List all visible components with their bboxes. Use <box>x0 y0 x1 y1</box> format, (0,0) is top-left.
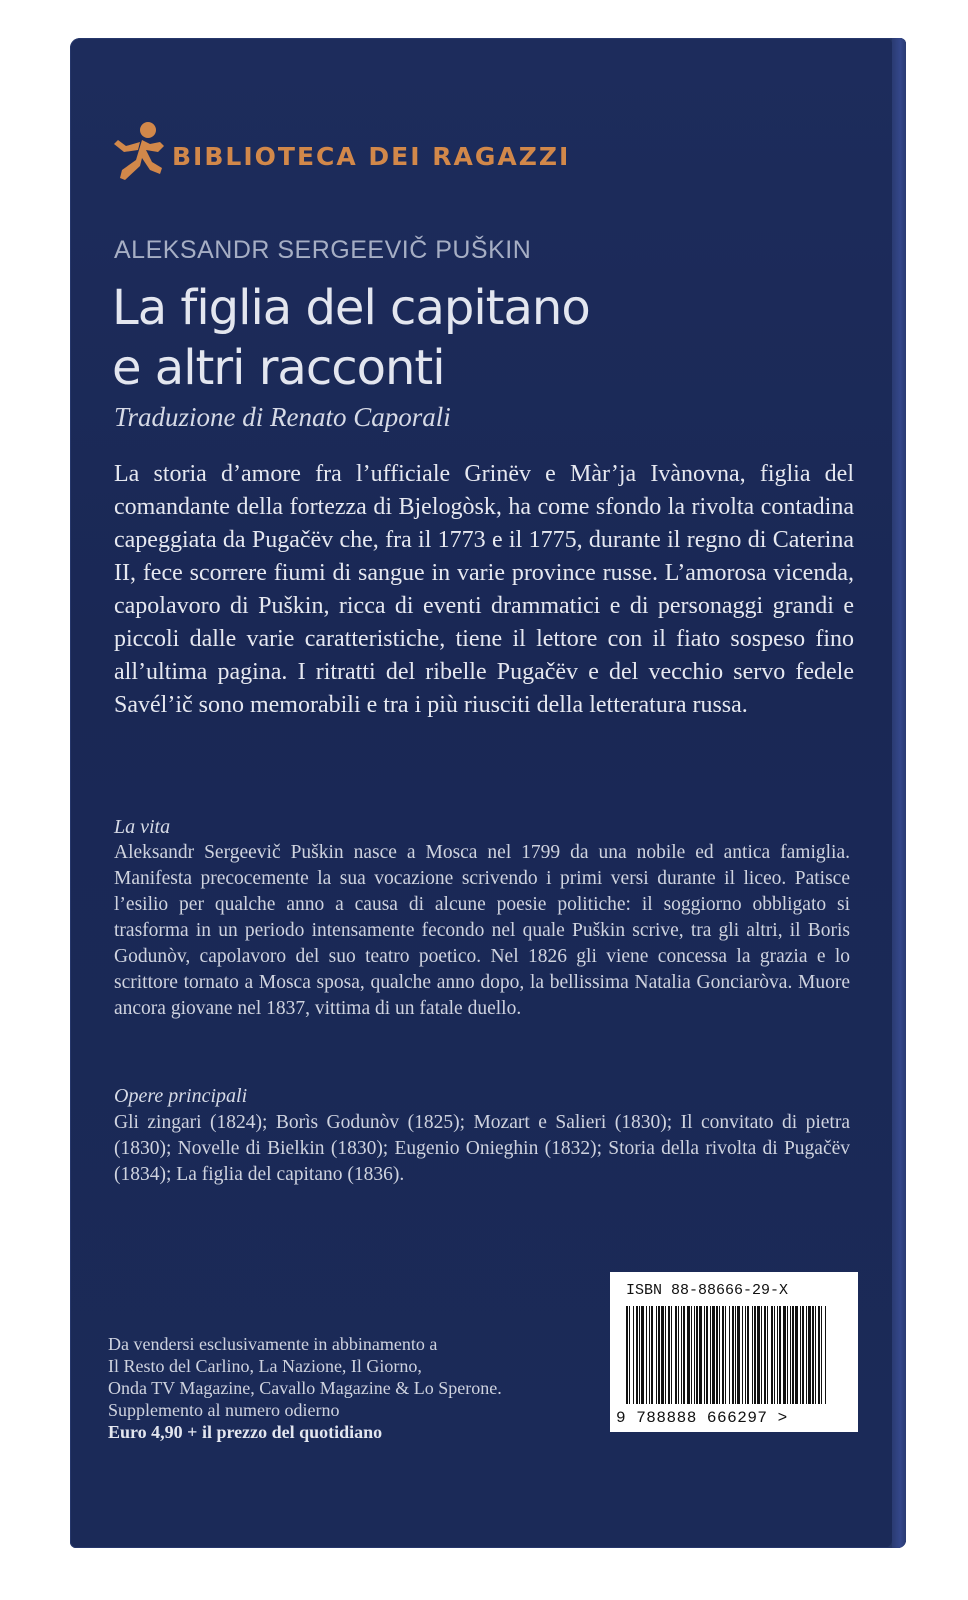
barcode-bar <box>639 1306 640 1404</box>
barcode-bar <box>821 1306 822 1404</box>
barcode-bar <box>712 1306 715 1404</box>
cover-edge <box>892 38 906 1548</box>
barcode-bar <box>716 1306 718 1404</box>
barcode-bar <box>777 1306 778 1404</box>
vita-paragraph: Aleksandr Sergeevič Puškin nasce a Mosca nel 1799 da una nobile ed antica famiglia. Manifesta precocemente la sua vocazione scrivendo i primi versi durante il liceo. Patisce l’esilio per qualche anno a causa di alcune poesie politiche: il soggiorno obbligato si trasforma in un periodo intensamente fecondo nel quale Puškin scrive, tra gli altri, il Boris Godunòv, capolavoro del suo teatro poetico. Nel 1826 gli viene concessa la grazia e lo scrittore tornato a Mosca sposa, qualche anno dopo, la bellissima Natalia Gonciaròva. Muore ancora giovane nel 1837, vittima di un fatale duello. <box>114 842 850 1019</box>
barcode-bar <box>754 1306 756 1404</box>
barcode-bar <box>651 1306 653 1404</box>
barcode-bar <box>719 1306 720 1404</box>
barcode-bar <box>764 1306 766 1404</box>
running-figure-icon <box>112 120 172 186</box>
barcode-bar <box>636 1306 638 1404</box>
barcode-bar <box>656 1306 657 1404</box>
barcode-bar <box>706 1306 708 1404</box>
barcode-bar <box>671 1306 672 1404</box>
barcode-bar <box>691 1306 692 1404</box>
book-title-line-2: e altri racconti <box>112 340 445 396</box>
barcode-bar <box>649 1306 650 1404</box>
translator-credit: Traduzione di Renato Caporali <box>114 402 451 432</box>
barcode-bar <box>732 1306 734 1404</box>
series-name: BIBLIOTECA DEI RAGAZZI <box>172 142 571 171</box>
barcode-bar <box>629 1306 630 1404</box>
barcode-bar <box>678 1306 679 1404</box>
barcode-bar <box>646 1306 647 1404</box>
ean-digits: 9 788888 666297 > <box>616 1409 788 1427</box>
sale-line: Onda TV Magazine, Cavallo Magazine & Lo Sperone. <box>108 1378 502 1398</box>
barcode-bar <box>783 1306 786 1404</box>
barcode-bar <box>704 1306 705 1404</box>
price-line: Euro 4,90 + il prezzo del quotidiano <box>108 1422 383 1442</box>
barcode-bar <box>729 1306 730 1404</box>
author-name: ALEKSANDR SERGEEVIČ PUŠKIN <box>114 236 532 264</box>
barcode-bar <box>747 1306 749 1404</box>
barcode-bar <box>795 1306 798 1404</box>
barcode-bar <box>752 1306 753 1404</box>
barcode-bar <box>661 1306 664 1404</box>
barcode-bar <box>815 1306 816 1404</box>
sale-line: Da vendersi esclusivamente in abbinamento a <box>108 1334 438 1354</box>
barcode-bar <box>812 1306 814 1404</box>
barcode-bar <box>825 1306 826 1404</box>
barcode-bar <box>633 1306 634 1404</box>
barcode-bar <box>722 1306 724 1404</box>
barcode-bar <box>735 1306 736 1404</box>
barcode-bar <box>725 1306 726 1404</box>
blurb-paragraph: La storia d’amore fra l’ufficiale Grinëv e Màr’ja Ivànovna, figlia del comandante della fortezza di Bjelogòsk, ha come sfondo la rivolta contadina capeggiata da Pugačëv che, fra il 1773 e il 1775, durante il regno di Caterina II, fece scorrere fiumi di sangue in varie province russe. L’amorosa vicenda, capolavoro di Puškin, ricca di eventi drammatici e di personaggi grandi e piccoli dalle varie caratteristiche, tiene il lettore con il fiato sospeso fino all’ultima pagina. I ritratti del ribelle Pugačëv e del vecchio servo fedele Savél’ič sono memorabili e tra i più riusciti della letteratura russa. <box>114 461 854 718</box>
barcode-bar <box>802 1306 804 1404</box>
barcode-bar <box>681 1306 682 1404</box>
barcode-bar <box>742 1306 743 1404</box>
works-heading: Opere principali <box>114 1085 248 1107</box>
barcode-bar <box>808 1306 811 1404</box>
barcode-bar <box>818 1306 820 1404</box>
barcode-bar <box>694 1306 695 1404</box>
barcode <box>610 1272 858 1432</box>
barcode-bar <box>767 1306 768 1404</box>
barcode-bar <box>790 1306 791 1404</box>
sale-line: Il Resto del Carlino, La Nazione, Il Giorno, <box>108 1356 422 1376</box>
barcode-bar <box>675 1306 677 1404</box>
barcode-bar <box>745 1306 746 1404</box>
barcode-bar <box>757 1306 760 1404</box>
sale-notice <box>108 1333 588 1443</box>
isbn-label: ISBN 88-88666-29-X <box>626 1282 789 1299</box>
barcode-bar <box>761 1306 762 1404</box>
book-title-line-1: La figlia del capitano <box>112 280 590 336</box>
barcode-bar <box>737 1306 740 1404</box>
barcode-bar <box>771 1306 773 1404</box>
barcode-bar <box>806 1306 807 1404</box>
barcode-bar <box>800 1306 801 1404</box>
barcode-bar <box>696 1306 698 1404</box>
barcode-bar <box>641 1306 644 1404</box>
barcode-bars <box>626 1306 826 1404</box>
barcode-bar <box>710 1306 711 1404</box>
barcode-bar <box>787 1306 788 1404</box>
barcode-bar <box>665 1306 666 1404</box>
barcode-bar <box>668 1306 670 1404</box>
barcode-bar <box>683 1306 685 1404</box>
barcode-bar <box>779 1306 781 1404</box>
works-paragraph: Gli zingari (1824); Borìs Godunòv (1825); Mozart e Salieri (1830); Il convitato di pietra (1830); Novelle di Bielkin (1830); Eugenio Onieghin (1832); Storia della rivolta di Pugačëv (1834); La figlia del capitano (1836). <box>114 1112 850 1185</box>
book-title <box>112 278 832 398</box>
sale-line: Supplemento al numero odierno <box>108 1400 340 1420</box>
barcode-bar <box>792 1306 794 1404</box>
barcode-bar <box>687 1306 690 1404</box>
book-back-cover <box>70 38 906 1548</box>
barcode-bar <box>699 1306 702 1404</box>
barcode-bar <box>626 1306 628 1404</box>
barcode-bar <box>774 1306 775 1404</box>
barcode-bar <box>658 1306 660 1404</box>
series-logo <box>112 120 632 190</box>
vita-heading: La vita <box>114 816 171 838</box>
